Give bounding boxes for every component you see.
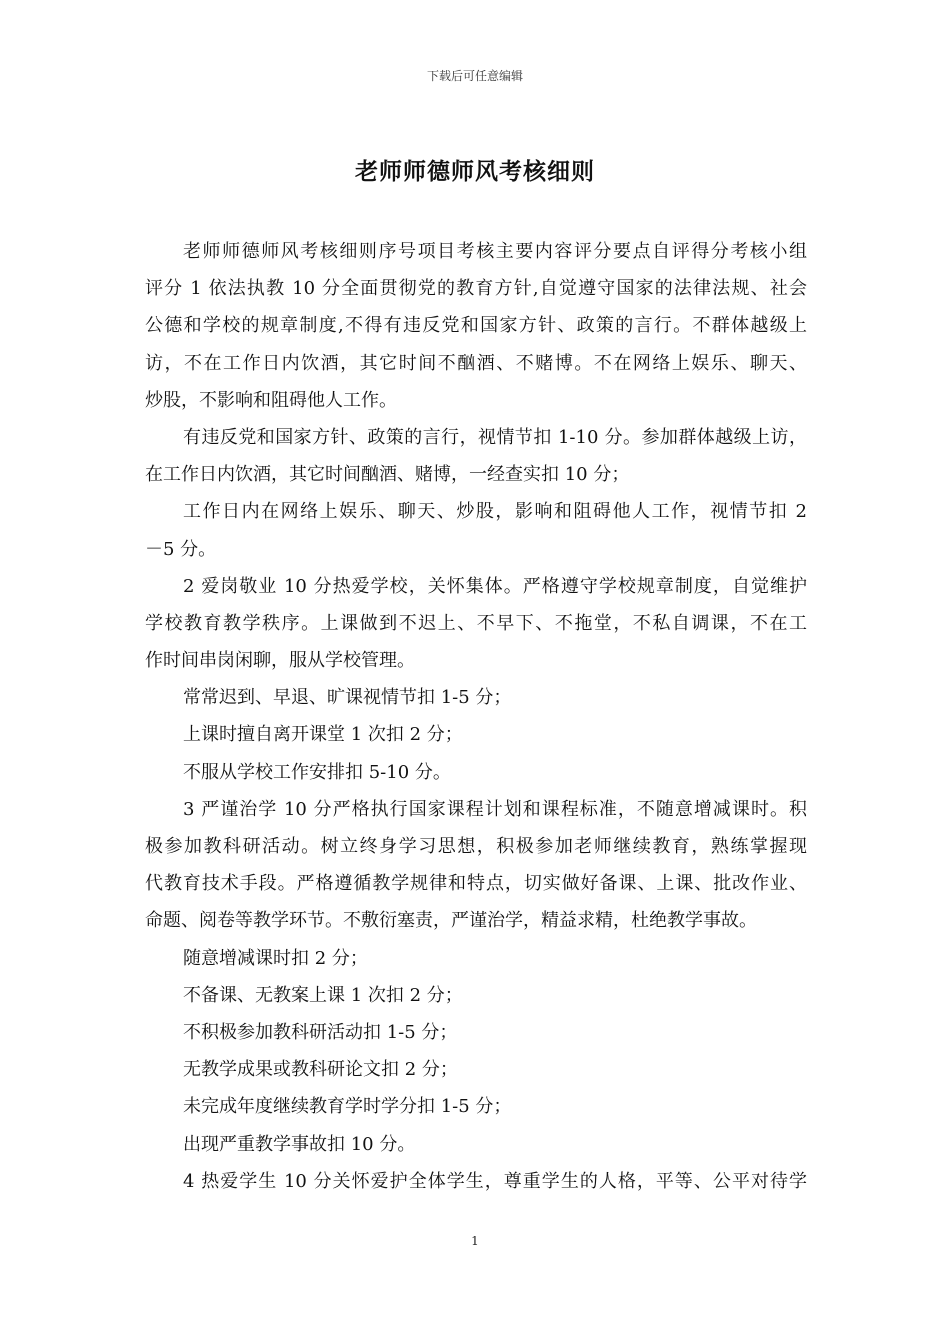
text-line: 随意增减课时扣 2 分；	[183, 947, 368, 969]
text-line: －5 分。	[145, 538, 217, 560]
text-line: 命题、阅卷等教学环节。不敷衍塞责，严谨治学，精益求精，杜绝教学事故。	[145, 910, 757, 932]
text-line: 作时间串岗闲聊，服从学校管理。	[145, 650, 415, 672]
text-line: 常常迟到、早退、旷课视情节扣 1-5 分；	[183, 687, 512, 709]
text-line: 2 爱岗敬业 10 分热爱学校，关怀集体。严格遵守学校规章制度，自觉维护	[183, 575, 807, 597]
text-line: 在工作日内饮酒，其它时间酗酒、赌博，一经查实扣 10 分；	[145, 464, 630, 486]
text-line: 炒股，不影响和阻碍他人工作。	[145, 389, 397, 411]
text-line: 学校教育教学秩序。上课做到不迟上、不早下、不拖堂，不私自调课，不在工	[145, 612, 807, 634]
text-line: 老师师德师风考核细则序号项目考核主要内容评分要点自评得分考核小组	[183, 241, 807, 262]
text-line: 评分 1 依法执教 10 分全面贯彻党的教育方针,自觉遵守国家的法律法规、社会	[145, 278, 807, 300]
text-line: 不积极参加教科研活动扣 1-5 分；	[183, 1021, 458, 1043]
text-line: 公德和学校的规章制度,不得有违反党和国家方针、政策的言行。不群体越级上	[145, 315, 807, 337]
text-line: 出现严重教学事故扣 10 分。	[183, 1133, 416, 1155]
header-note: 下载后可任意编辑	[426, 69, 523, 83]
text-line: 有违反党和国家方针、政策的言行，视情节扣 1-10 分。参加群体越级上访，	[183, 426, 807, 448]
document-title: 老师师德师风考核细则	[355, 158, 595, 185]
text-line: 上课时擅自离开课堂 1 次扣 2 分；	[183, 724, 463, 746]
text-line: 不备课、无教案上课 1 次扣 2 分；	[183, 984, 463, 1006]
text-line: 工作日内在网络上娱乐、聊天、炒股，影响和阻碍他人工作，视情节扣 2	[183, 501, 807, 523]
text-line: 无教学成果或教科研论文扣 2 分；	[183, 1059, 458, 1081]
document-body	[145, 233, 807, 1200]
text-line: 3 严谨治学 10 分严格执行国家课程计划和课程标准，不随意增减课时。积	[183, 798, 807, 820]
text-line: 不服从学校工作安排扣 5-10 分。	[183, 761, 451, 783]
text-line: 代教育技术手段。严格遵循教学规律和特点，切实做好备课、上课、批改作业、	[145, 873, 807, 895]
text-line: 未完成年度继续教育学时学分扣 1-5 分；	[183, 1096, 512, 1118]
text-line: 极参加教科研活动。树立终身学习思想，积极参加老师继续教育，熟练掌握现	[145, 836, 807, 857]
text-line: 访，不在工作日内饮酒，其它时间不酗酒、不赌博。不在网络上娱乐、聊天、	[145, 352, 807, 374]
page-number: 1	[471, 1234, 479, 1248]
text-line: 4 热爱学生 10 分关怀爱护全体学生，尊重学生的人格，平等、公平对待学	[183, 1170, 807, 1192]
